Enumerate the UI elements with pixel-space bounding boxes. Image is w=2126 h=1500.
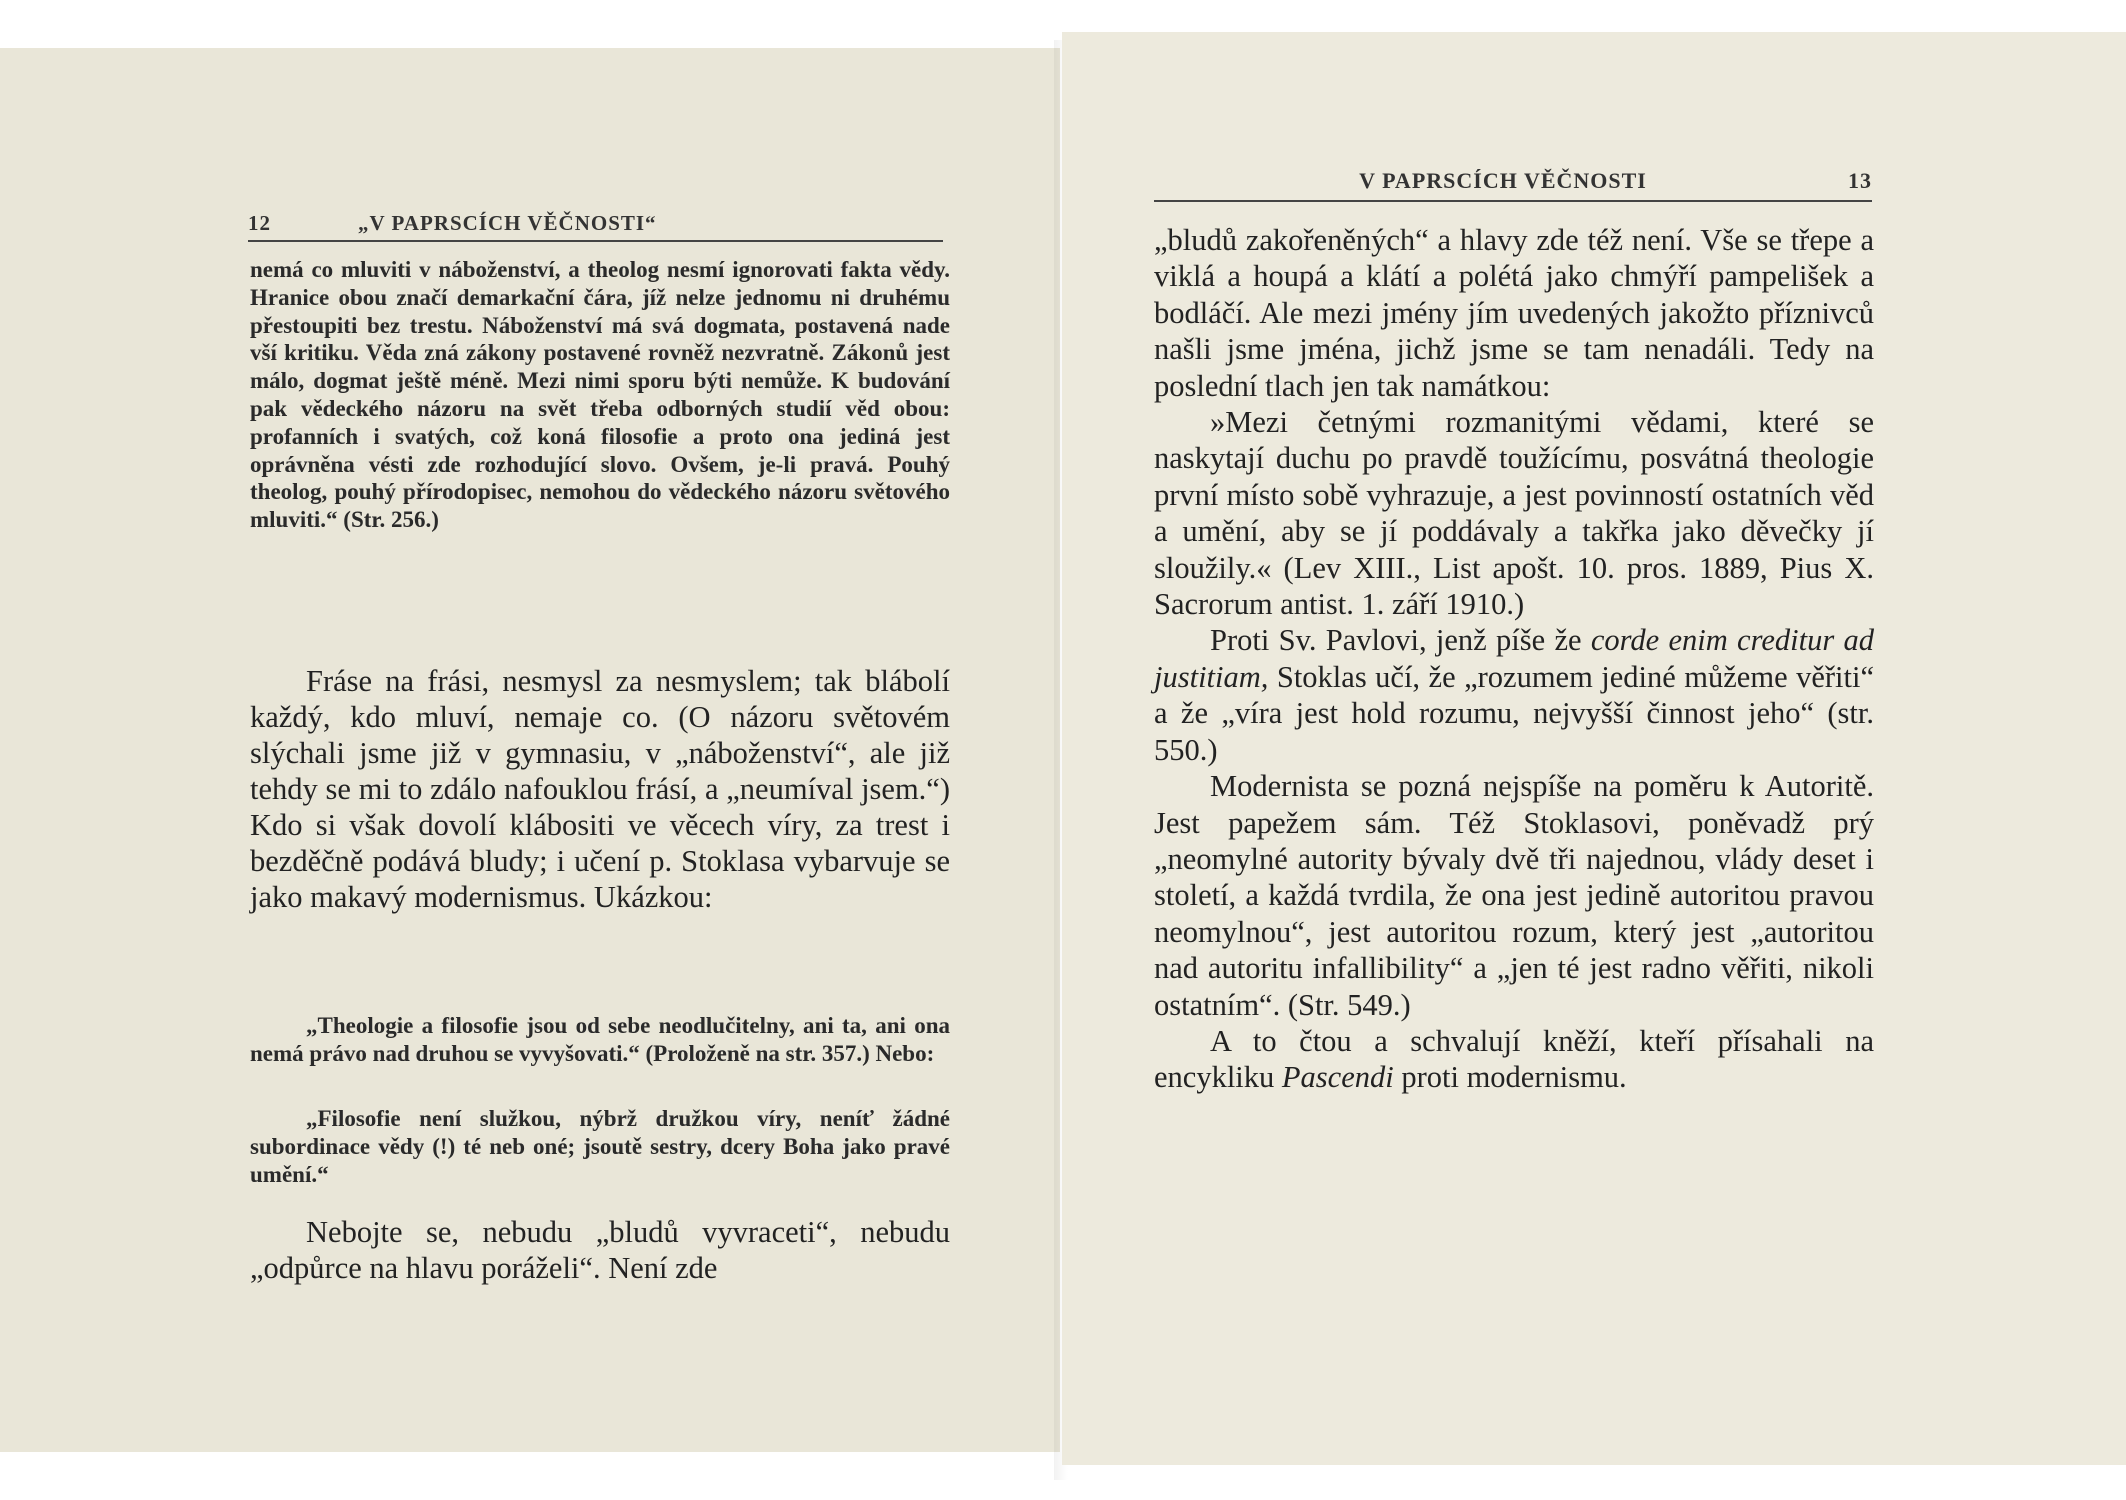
left-page-header <box>248 198 943 242</box>
right-page-number: 13 <box>1848 168 1872 193</box>
left-paragraph-3: Nebojte se, nebudu „bludů vyvraceti“, nebudu „odpůrce na hlavu poráželi“. Není zde <box>250 1215 950 1285</box>
right-paragraph-5: A to čtou a schvalují kněží, kteří přísahali na encykliku Pascendi proti modernismu. <box>1154 1023 1874 1095</box>
left-quote-1: „Theologie a filosofie jsou od sebe neodlučitelny, ani ta, ani ona nemá právo nad druhou se vyvyšovati.“ (Proloženě na str. 357.) Nebo: <box>250 1013 950 1066</box>
left-page <box>0 48 1060 1452</box>
right-paragraph-2: »Mezi četnými rozmanitými vědami, které se naskytají duchu po pravdě toužícímu, posvátná theologie první místo sobě vyhrazuje, a jest povinností ostatních věd a umění, aby se jí poddávaly a takřka jako děvečky jí sloužily.« (Lev XIII., List apošt. 10. pros. 1889, Pius X. Sacrorum antist. 1. září 1910.) <box>1154 405 1874 622</box>
right-paragraph-3: Proti Sv. Pavlovi, jenž píše že corde enim creditur ad justitiam, Stoklas učí, že „rozumem jediné můžeme věřiti“ a že „víra jest hold rozumu, nejvyšší činnost jeho“ (str. 550.) <box>1154 623 1874 767</box>
left-quote-2: „Filosofie není služkou, nýbrž družkou víry, neníť žádné subordinace vědy (!) té neb oné; jsoutě sestry, dcery Boha jako pravé umění.“ <box>250 1106 950 1187</box>
right-page-header <box>1154 150 1872 202</box>
right-running-head: V PAPRSCÍCH VĚČNOSTI <box>1359 168 1647 193</box>
left-page-number: 12 <box>248 211 271 235</box>
right-body <box>1154 222 1874 1096</box>
right-paragraph-1: „bludů zakořeněných“ a hlavy zde též není. Vše se třepe a viklá a houpá a klátí a polétá jako chmýří pampelišek a bodláčí. Ale mezi jmény jím uvedených jakožto příznivců našli jsme jména, jichž jsme se tam nenadáli. Tedy na poslední tlach jen tak namátkou: <box>1154 223 1874 403</box>
right-page <box>1062 32 2126 1465</box>
left-paragraph-1: nemá co mluviti v náboženství, a theolog nesmí ignorovati fakta vědy. Hranice obou značí demarkační čára, jíž nelze jednomu ni druhému přestoupiti bez trestu. Náboženství má svá dogmata, postavená nade vší kritiku. Věda zná zákony postavené rovněž nezvratně. Zákonů jest málo, dogmat ještě méně. Mezi nimi sporu býti nemůže. K budování pak vědeckého názoru na svět třeba odborných studií věd obou: profanních i svatých, což koná filosofie a proto ona jediná jest oprávněna vésti zde rozhodující slovo. Ovšem, je-li pravá. Pouhý theolog, pouhý přírodopisec, nemohou do vědeckého názoru světového mluviti.“ (Str. 256.) <box>250 257 950 533</box>
right-paragraph-4: Modernista se pozná nejspíše na poměru k Autoritě. Jest papežem sám. Též Stoklasovi, poněvadž prý „neomylné autority bývaly dvě tři najednou, vlády deset i století, a každá tvrdila, že ona jest jedině autoritou pravou neomylnou“, jest autoritou rozum, který jest „autoritou nad autoritu infallibility“ a „jen té jest radno věřiti, nikoli ostatním“. (Str. 549.) <box>1154 769 1874 1022</box>
left-paragraph-2: Fráse na frási, nesmysl za nesmyslem; tak blábolí každý, kdo mluví, nemaje co. (O názoru světovém slýchali jsme již v gymnasiu, v „náboženství“, ale již tehdy se mi to zdálo nafouklou frásí, a „neumíval jsem.“) Kdo si však dovolí klábositi ve věcech víry, za trest i bezděčně podává bludy; i učení p. Stoklasa vybarvuje se jako makavý modernismus. Ukázkou: <box>250 664 950 914</box>
left-running-head: „V PAPRSCÍCH VĚČNOSTI“ <box>358 211 657 235</box>
